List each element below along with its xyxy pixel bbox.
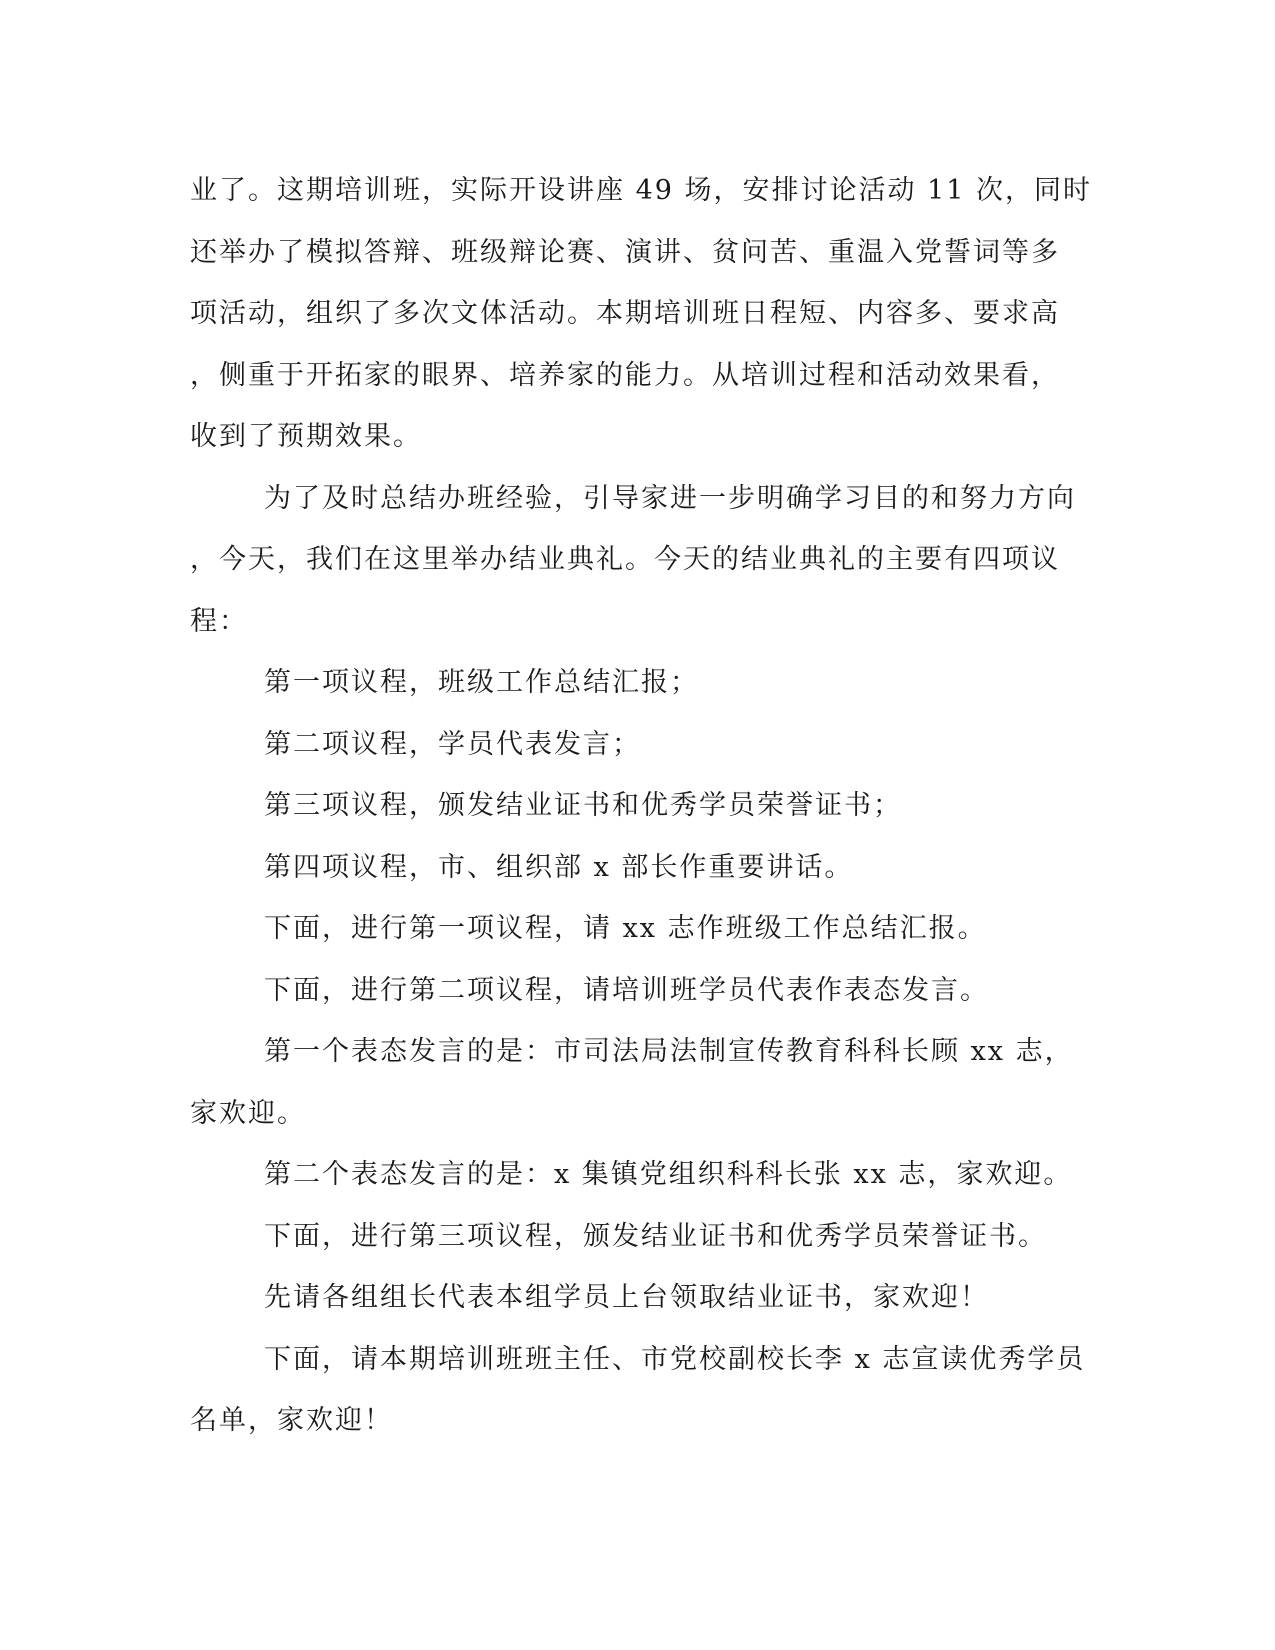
text-line: 程： bbox=[190, 605, 248, 637]
text-line: 下面，进行第二项议程，请培训班学员代表作表态发言。 bbox=[264, 974, 989, 1006]
document-body bbox=[190, 160, 1093, 1452]
text-line: 还举办了模拟答辩、班级辩论赛、演讲、贫问苦、重温入党誓词等多 bbox=[190, 236, 1060, 268]
text-line: 项活动，组织了多次文体活动。本期培训班日程短、内容多、要求高 bbox=[190, 298, 1060, 329]
text-line: ，今天，我们在这里举办结业典礼。今天的结业典礼的主要有四项议 bbox=[190, 544, 1060, 575]
text-line: 第二个表态发言的是：x 集镇党组织科科长张 xx 志，家欢迎。 bbox=[264, 1159, 1073, 1190]
agenda-item-4: 第四项议程，市、组织部 x 部长作重要讲话。 bbox=[264, 851, 854, 883]
text-line: 第一个表态发言的是：市司法局法制宣传教育科科长顾 xx 志， bbox=[264, 1036, 1074, 1067]
text-line: 家欢迎。 bbox=[190, 1097, 306, 1129]
text-line: 下面，进行第三项议程，颁发结业证书和优秀学员荣誉证书。 bbox=[264, 1220, 1047, 1252]
text-line: 为了及时总结办班经验，引导家进一步明确学习目的和努力方向 bbox=[264, 482, 1076, 514]
agenda-item-2: 第二项议程，学员代表发言； bbox=[264, 728, 641, 760]
text-line: 先请各组组长代表本组学员上台领取结业证书，家欢迎！ bbox=[264, 1282, 989, 1313]
agenda-item-3: 第三项议程，颁发结业证书和优秀学员荣誉证书； bbox=[264, 790, 902, 821]
agenda-item-1: 第一项议程，班级工作总结汇报； bbox=[264, 667, 699, 698]
text-line: 下面，请本期培训班班主任、市党校副校长李 x 志宣读优秀学员 bbox=[264, 1343, 1086, 1375]
text-line: ，侧重于开拓家的眼界、培养家的能力。从培训过程和活动效果看， bbox=[190, 359, 1060, 391]
text-line: 业了。这期培训班，实际开设讲座 49 场，安排讨论活动 11 次，同时 bbox=[190, 175, 1093, 206]
text-line: 下面，进行第一项议程，请 xx 志作班级工作总结汇报。 bbox=[264, 913, 987, 944]
text-line: 收到了预期效果。 bbox=[190, 421, 422, 452]
text-line: 名单，家欢迎！ bbox=[190, 1405, 393, 1436]
